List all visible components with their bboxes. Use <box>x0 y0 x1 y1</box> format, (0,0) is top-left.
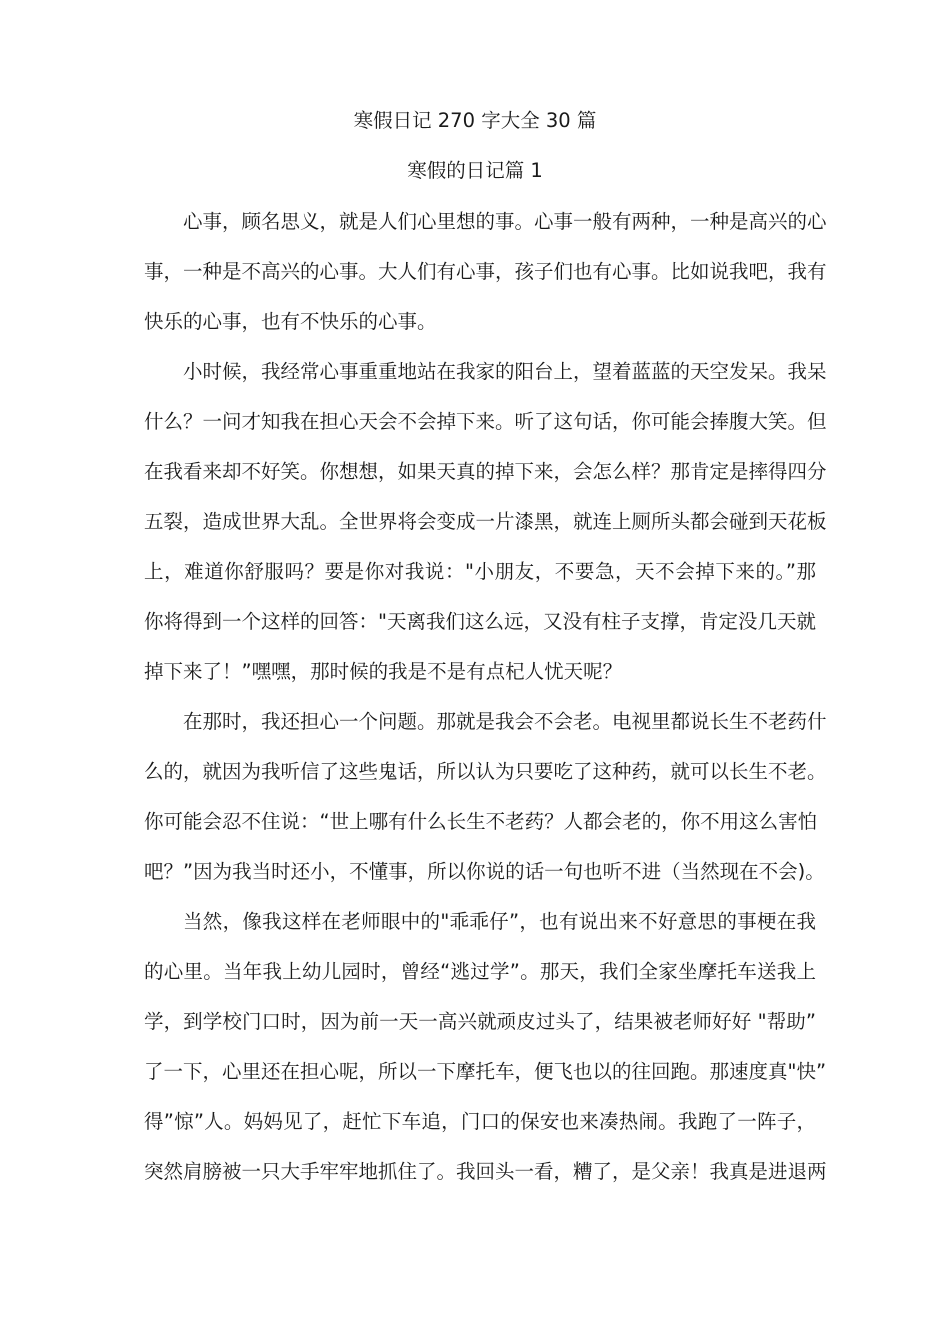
document-body <box>144 205 827 1205</box>
diary-entry-heading: 寒假的日记篇 1 <box>407 159 543 182</box>
text-line: 吧？”因为我当时还小，不懂事，所以你说的话一句也听不进（当然现在不会)。 <box>144 860 825 883</box>
text-line: 掉下来了！”嘿嘿，那时候的我是不是有点杞人忧天呢？ <box>144 660 623 683</box>
text-line: 当然，像我这样在老师眼中的"乖乖仔”，也有说出来不好意思的事梗在我 <box>183 910 816 933</box>
text-line: 了一下，心里还在担心呢，所以一下摩托车，便飞也以的往回跑。那速度真"快” <box>144 1060 827 1083</box>
text-line: 上，难道你舒服吗？要是你对我说："小朋友，不要急，天不会掉下来的。”那 <box>144 560 816 583</box>
paragraph-3 <box>144 705 827 905</box>
paragraph-1 <box>144 205 827 355</box>
text-line: 在那时，我还担心一个问题。那就是我会不会老。电视里都说长生不老药什 <box>183 710 827 733</box>
text-line: 得”惊”人。妈妈见了，赶忙下车追，门口的保安也来凑热闹。我跑了一阵子， <box>144 1110 816 1133</box>
paragraph-4 <box>144 905 827 1205</box>
text-line: 你将得到一个这样的回答："天离我们这么远，又没有柱子支撑，肯定没几天就 <box>144 610 816 633</box>
text-line: 小时候，我经常心事重重地站在我家的阳台上，望着蓝蓝的天空发呆。我呆 <box>183 360 827 383</box>
document-title: 寒假日记 270 字大全 30 篇 <box>353 109 597 132</box>
text-line: 事，一种是不高兴的心事。大人们有心事，孩子们也有心事。比如说我吧，我有 <box>144 260 827 283</box>
text-line: 学，到学校门口时，因为前一天一高兴就顽皮过头了，结果被老师好好 "帮助” <box>144 1010 816 1033</box>
text-line: 突然肩膀被一只大手牢牢地抓住了。我回头一看，糟了，是父亲！我真是进退两 <box>144 1160 827 1183</box>
text-line: 在我看来却不好笑。你想想，如果天真的掉下来，会怎么样？那肯定是摔得四分 <box>144 460 827 483</box>
text-line: 什么？一问才知我在担心天会不会掉下来。听了这句话，你可能会捧腹大笑。但 <box>144 410 827 433</box>
text-line: 快乐的心事，也有不快乐的心事。 <box>144 310 437 333</box>
text-line: 五裂，造成世界大乱。全世界将会变成一片漆黑，就连上厕所头都会碰到天花板 <box>144 510 827 533</box>
text-line: 么的，就因为我听信了这些鬼话，所以认为只要吃了这种药，就可以长生不老。 <box>144 760 827 783</box>
text-line: 你可能会忍不住说：“世上哪有什么长生不老药？人都会老的，你不用这么害怕 <box>144 810 818 833</box>
text-line: 心事，顾名思义，就是人们心里想的事。心事一般有两种，一种是高兴的心 <box>183 210 827 233</box>
paragraph-2 <box>144 355 827 705</box>
text-line: 的心里。当年我上幼儿园时，曾经“逃过学”。那天，我们全家坐摩托车送我上 <box>144 960 816 983</box>
